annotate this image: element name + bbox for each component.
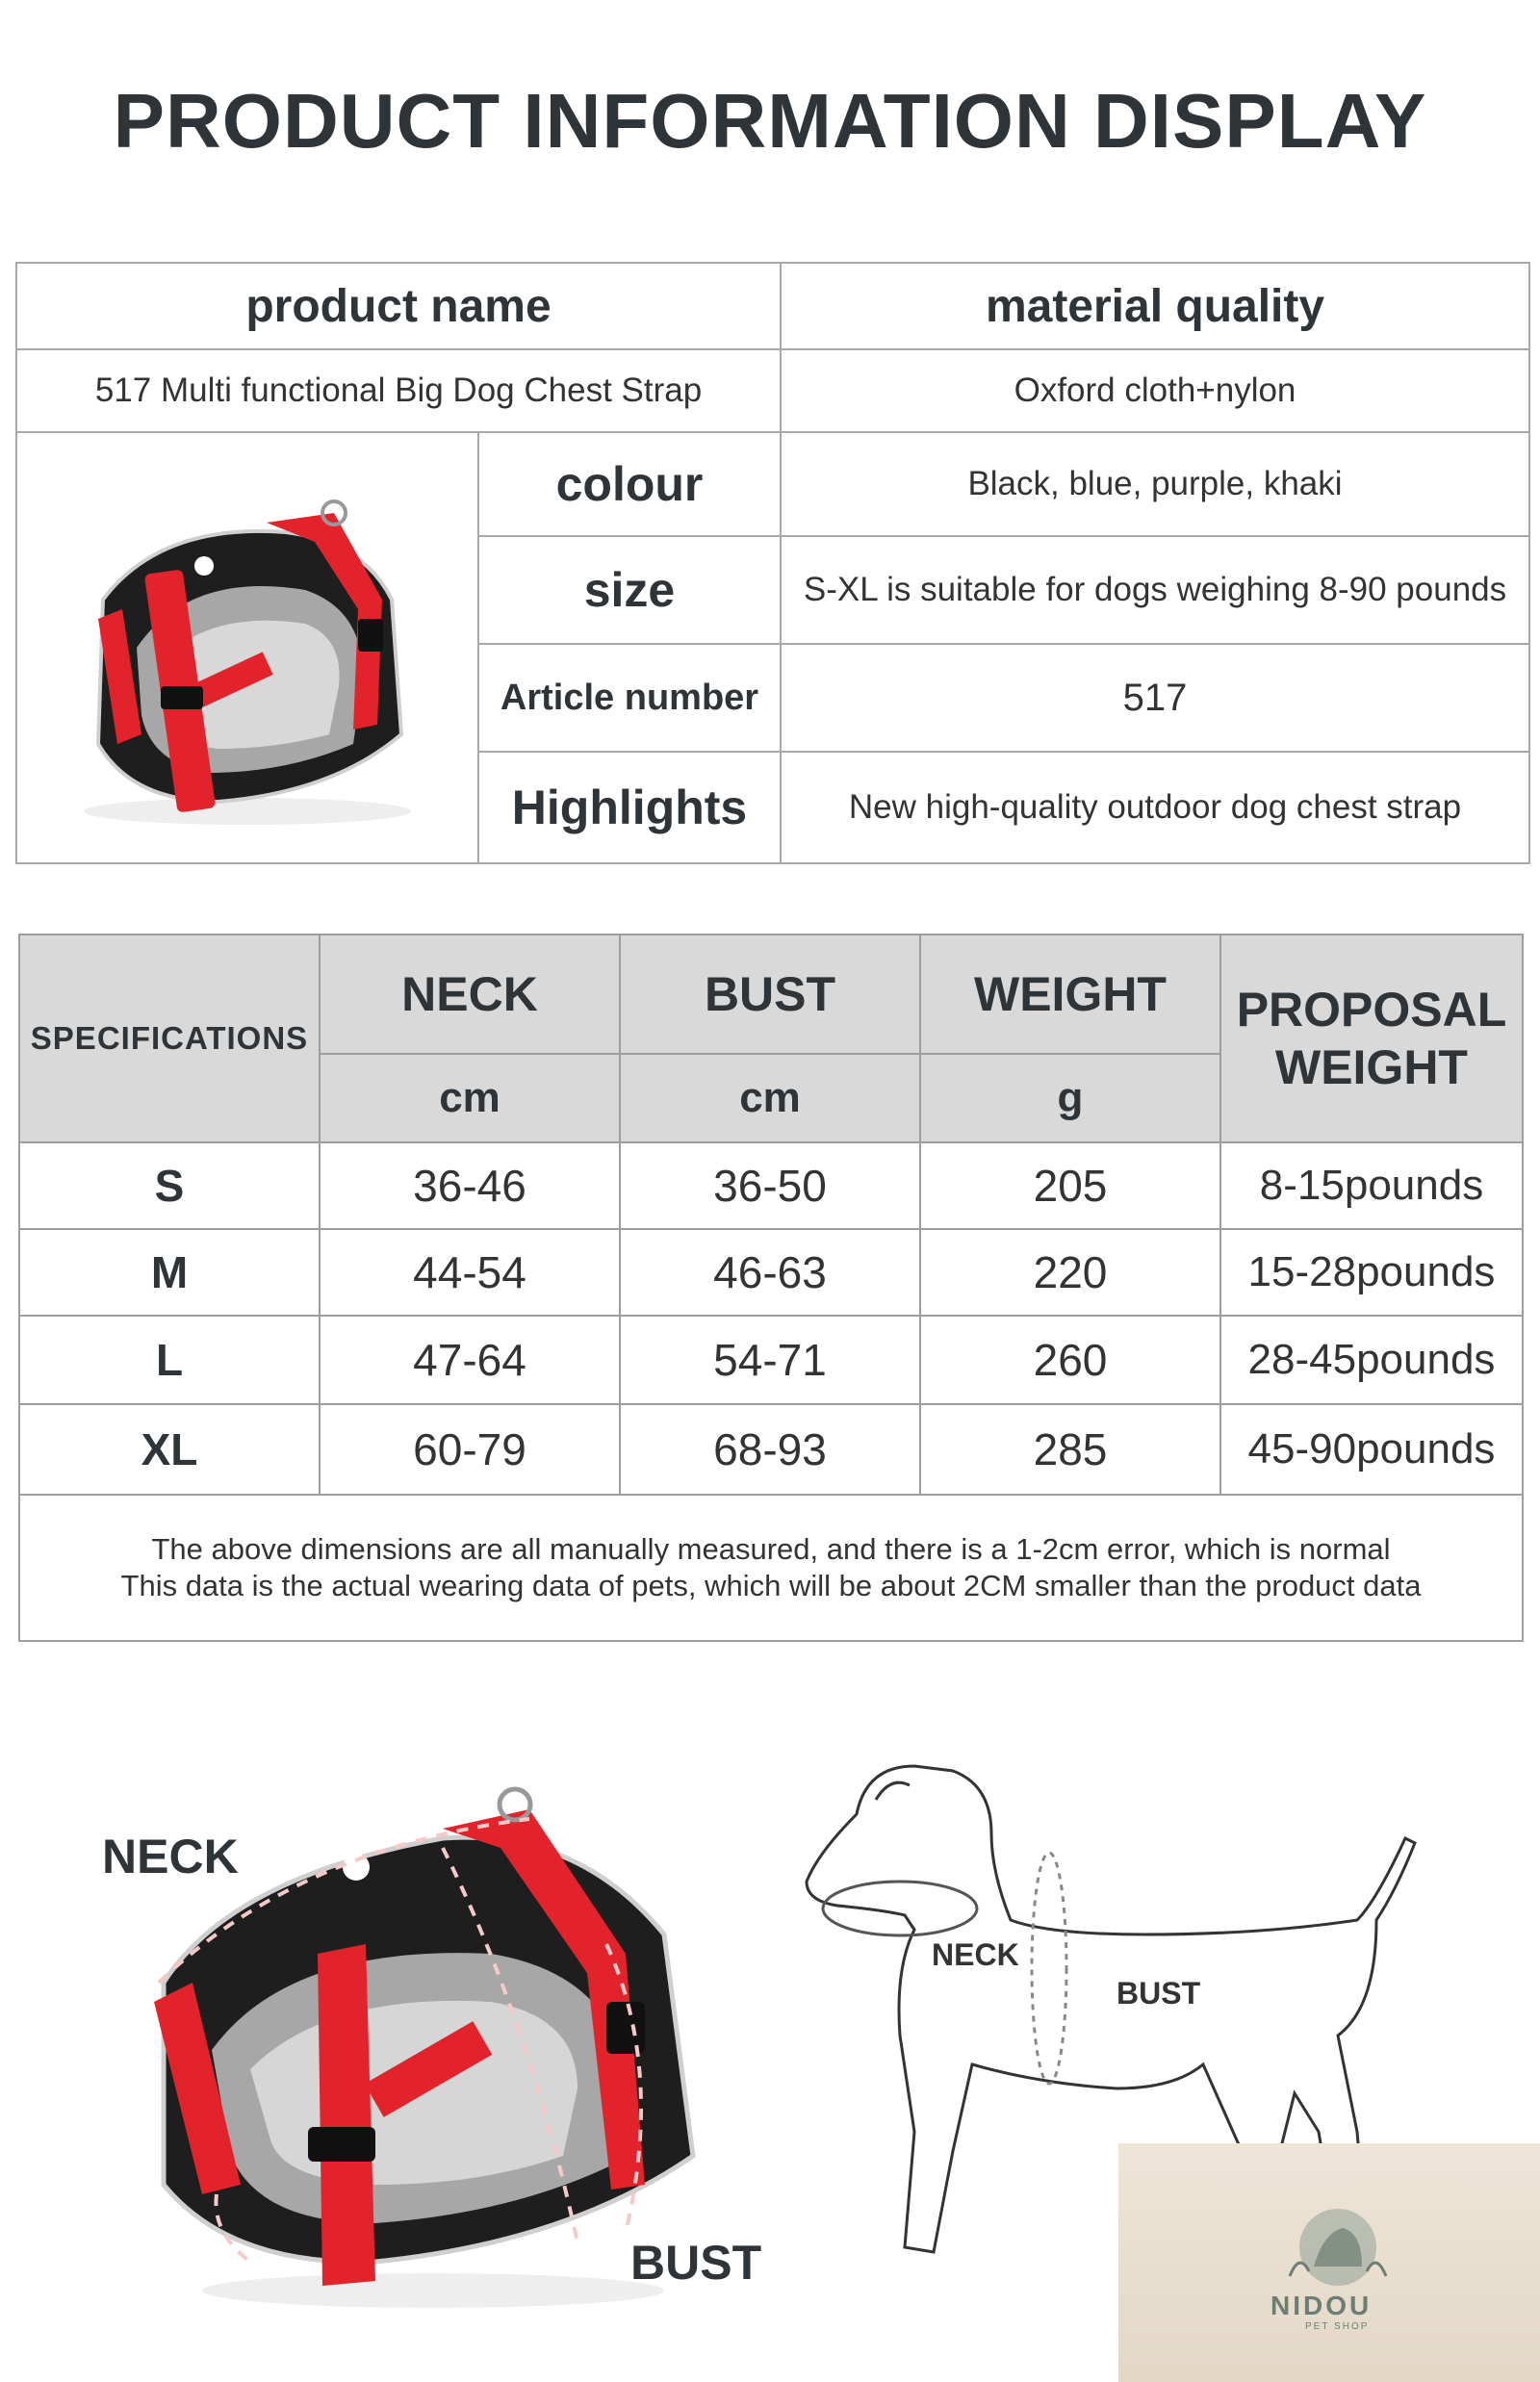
size-cell-xl: XL — [18, 1403, 321, 1496]
neck-cell-l: 47-64 — [319, 1315, 621, 1405]
size-label: size — [477, 535, 782, 645]
specifications-header: SPECIFICATIONS — [18, 934, 321, 1143]
proposal-cell-xl: 45-90pounds — [1219, 1403, 1524, 1496]
shop-brand: NIDOU — [1270, 2291, 1373, 2320]
neck-cell-xl: 60-79 — [319, 1403, 621, 1496]
neck-cell-s: 36-46 — [319, 1141, 621, 1230]
size-cell-l: L — [18, 1315, 321, 1405]
harness-image — [45, 455, 449, 840]
size-cell-s: S — [18, 1141, 321, 1230]
bust-cell-m: 46-63 — [619, 1228, 921, 1317]
product-name-value: 517 Multi functional Big Dog Chest Strap — [15, 348, 782, 433]
note-line-2: This data is the actual wearing data of pets, which will be about 2CM smaller than the product data — [120, 1569, 1422, 1602]
harness-bust-label: BUST — [630, 2236, 762, 2290]
weight-cell-l: 260 — [919, 1315, 1221, 1405]
note-line-1: The above dimensions are all manually measured, and there is a 1-2cm error, which is normal — [151, 1532, 1391, 1566]
bust-cell-s: 36-50 — [619, 1141, 921, 1230]
bust-header: BUST — [619, 934, 921, 1055]
neck-unit: cm — [319, 1053, 621, 1143]
dog-neck-label: NECK — [932, 1937, 1019, 1972]
size-value: S-XL is suitable for dogs weighing 8-90 pounds — [780, 535, 1530, 645]
proposal-cell-m: 15-28pounds — [1219, 1228, 1524, 1317]
measurement-note — [18, 1494, 1524, 1642]
weight-header: WEIGHT — [919, 934, 1221, 1055]
proposal-cell-s: 8-15pounds — [1219, 1141, 1524, 1230]
highlights-label: Highlights — [477, 751, 782, 864]
shop-tagline: PET SHOP — [1305, 2321, 1370, 2332]
product-name-header: product name — [15, 262, 782, 350]
proposal-cell-l: 28-45pounds — [1219, 1315, 1524, 1405]
article-number-label: Article number — [477, 643, 782, 753]
colour-value: Black, blue, purple, khaki — [780, 431, 1530, 537]
neck-header: NECK — [319, 934, 621, 1055]
bust-cell-l: 54-71 — [619, 1315, 921, 1405]
harness-neck-label: NECK — [102, 1830, 239, 1883]
colour-label: colour — [477, 431, 782, 537]
page-title: PRODUCT INFORMATION DISPLAY — [113, 78, 1427, 164]
bust-cell-xl: 68-93 — [619, 1403, 921, 1496]
product-info-table — [15, 262, 1530, 864]
weight-cell-s: 205 — [919, 1141, 1221, 1230]
specifications-table — [18, 934, 1524, 1642]
size-cell-m: M — [18, 1228, 321, 1317]
proposal-weight-header: PROPOSAL WEIGHT — [1219, 934, 1524, 1143]
highlights-value: New high-quality outdoor dog chest strap — [780, 751, 1530, 864]
product-image-cell — [15, 431, 479, 864]
weight-cell-xl: 285 — [919, 1403, 1221, 1496]
material-quality-header: material quality — [780, 262, 1530, 350]
weight-unit: g — [919, 1053, 1221, 1143]
dog-bust-label: BUST — [1116, 1976, 1201, 2011]
weight-cell-m: 220 — [919, 1228, 1221, 1317]
bust-unit: cm — [619, 1053, 921, 1143]
article-number-value: 517 — [780, 643, 1530, 753]
neck-cell-m: 44-54 — [319, 1228, 621, 1317]
material-quality-value: Oxford cloth+nylon — [780, 348, 1530, 433]
shop-logo — [1270, 2194, 1405, 2300]
